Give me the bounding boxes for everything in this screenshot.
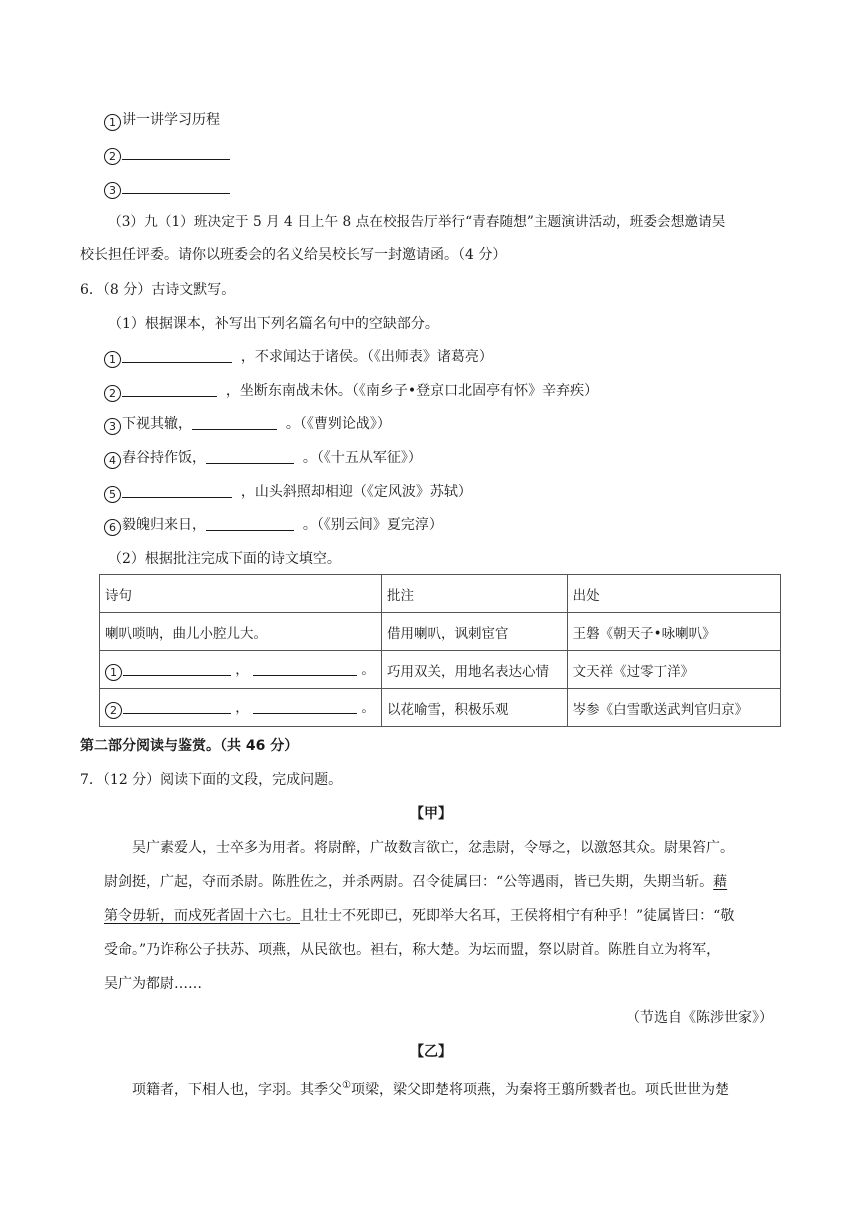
table-cell: 借用喇叭，讽刺宦官 bbox=[381, 613, 567, 651]
table-header: 出处 bbox=[567, 575, 780, 613]
passage-jia-line3: 第令毋斩，而戍死者固十六七。且壮士不死即已，死即举大名耳，王侯将相宁有种乎！”徒属皆曰：“敬 bbox=[104, 908, 735, 924]
table-header: 批注 bbox=[381, 575, 567, 613]
q3-text-line1: （3）九（1）班决定于 5 月 4 日上午 8 点在校报告厅举行“青春随想”主题演讲活动，班委会想邀请吴 bbox=[108, 214, 726, 230]
answer-blank[interactable] bbox=[122, 145, 230, 160]
circled-number: 1 bbox=[105, 664, 122, 681]
poem-table bbox=[99, 574, 781, 727]
q6-title: 6．（8 分）古诗文默写。 bbox=[80, 282, 236, 298]
recite-line-5: 5 ，山头斜照却相迎（《定风波》苏轼） bbox=[104, 482, 472, 503]
list-item-1: 1 讲一讲学习历程 bbox=[104, 110, 220, 131]
answer-blank[interactable] bbox=[192, 415, 277, 430]
table-cell: 巧用双关，用地名表达心情 bbox=[381, 651, 567, 689]
circled-number: 2 bbox=[104, 385, 121, 402]
passage-jia-source: （节选自《陈涉世家》） bbox=[626, 1010, 773, 1026]
circled-number: 1 bbox=[104, 351, 121, 368]
answer-blank[interactable] bbox=[123, 699, 231, 714]
table-cell: 喇叭唢呐，曲儿小腔儿大。 bbox=[100, 613, 382, 651]
recite-line-4: 4 舂谷持作饭， 。（《十五从军征》） bbox=[104, 448, 422, 469]
circled-number: 2 bbox=[104, 148, 121, 165]
table-row bbox=[100, 613, 781, 651]
q6-sub2: （2）根据批注完成下面的诗文填空。 bbox=[108, 551, 341, 567]
answer-blank[interactable] bbox=[253, 699, 357, 714]
table-row bbox=[100, 651, 781, 689]
passage-jia-line1: 吴广素爱人，士卒多为用者。将尉醉，广故数言欲亡，忿恚尉，令辱之，以激怒其众。尉果笞广。 bbox=[132, 840, 734, 856]
q3-text-line2: 校长担任评委。请你以班委会的名义给吴校长写一封邀请函。（4 分） bbox=[80, 247, 507, 263]
recite-line-2: 2 ，坐断东南战未休。（《南乡子•登京口北固亭有怀》辛弃疾） bbox=[104, 381, 598, 402]
answer-blank[interactable] bbox=[122, 382, 217, 397]
recite-line-6: 6 毅魄归来日， 。（《别云间》夏完淳） bbox=[104, 515, 443, 536]
table-row bbox=[100, 689, 781, 727]
table-cell: 以花喻雪，积极乐观 bbox=[381, 689, 567, 727]
answer-blank[interactable] bbox=[122, 483, 232, 498]
footnote-marker: ① bbox=[342, 1080, 351, 1091]
passage-yi-line1: 项籍者，下相人也，字羽。其季父①项梁，梁父即楚将项燕，为秦将王翦所戮者也。项氏世世为楚 bbox=[132, 1080, 729, 1098]
list-item-3 bbox=[104, 178, 230, 199]
table-cell: 2 ， 。 bbox=[100, 689, 382, 727]
circled-number: 3 bbox=[104, 418, 121, 435]
list-item-2 bbox=[104, 144, 230, 165]
table-cell: 文天祥《过零丁洋》 bbox=[567, 651, 780, 689]
section-jia-label: 【甲】 bbox=[410, 806, 452, 822]
table-header: 诗句 bbox=[100, 575, 382, 613]
table-cell: 岑参《白雪歌送武判官归京》 bbox=[567, 689, 780, 727]
part2-heading: 第二部分阅读与鉴赏。（共 46 分） bbox=[80, 738, 299, 754]
q6-sub1: （1）根据课本，补写出下列名篇名句中的空缺部分。 bbox=[108, 316, 439, 332]
circled-number: 2 bbox=[105, 702, 122, 719]
table-cell: 1 ， 。 bbox=[100, 651, 382, 689]
circled-number: 1 bbox=[104, 114, 121, 131]
answer-blank[interactable] bbox=[122, 179, 230, 194]
circled-number: 5 bbox=[104, 486, 121, 503]
q7-title: 7．（12 分）阅读下面的文段，完成问题。 bbox=[80, 772, 343, 788]
answer-blank[interactable] bbox=[123, 661, 231, 676]
answer-blank[interactable] bbox=[206, 516, 294, 531]
passage-jia-line5: 吴广为都尉…… bbox=[104, 976, 202, 992]
answer-blank[interactable] bbox=[206, 449, 294, 464]
circled-number: 4 bbox=[104, 452, 121, 469]
passage-jia-line4: 受命。”乃诈称公子扶苏、项燕，从民欲也。袒右，称大楚。为坛而盟，祭以尉首。陈胜自立为将军， bbox=[104, 942, 721, 958]
answer-blank[interactable] bbox=[253, 661, 357, 676]
circled-number: 6 bbox=[104, 519, 121, 536]
recite-line-1: 1 ，不求闻达于诸侯。（《出师表》诸葛亮） bbox=[104, 347, 493, 368]
answer-blank[interactable] bbox=[122, 348, 232, 363]
table-header-row bbox=[100, 575, 781, 613]
table-cell: 王磐《朝天子•咏喇叭》 bbox=[567, 613, 780, 651]
circled-number: 3 bbox=[104, 182, 121, 199]
section-yi-label: 【乙】 bbox=[410, 1044, 452, 1060]
passage-jia-line2: 尉剑挺，广起，夺而杀尉。陈胜佐之，并杀两尉。召令徒属曰：“公等遇雨，皆已失期，失期当斩。藉 bbox=[104, 874, 728, 890]
recite-line-3: 3 下视其辙， 。（《曹刿论战》） bbox=[104, 414, 391, 435]
underlined-sentence: 第令毋斩，而戍死者固十六七。 bbox=[104, 908, 300, 924]
